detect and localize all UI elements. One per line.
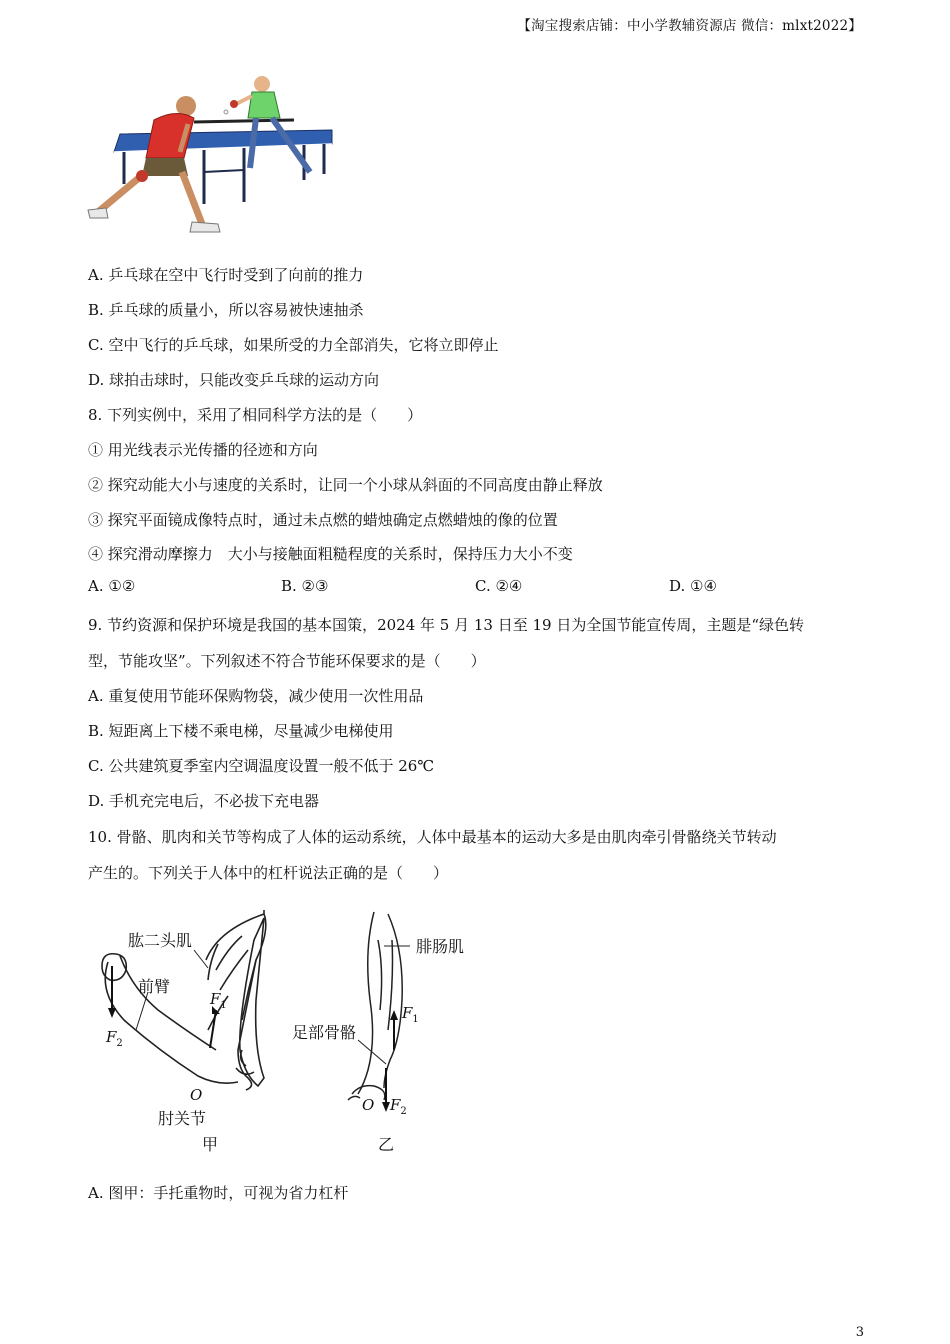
label-jia: 甲 (202, 1135, 219, 1154)
q7-option-b: B. 乒乓球的质量小，所以容易被快速抽杀 (88, 301, 364, 319)
q9-option-d: D. 手机充完电后，不必拔下充电器 (88, 792, 320, 810)
f1-arrow-yi (390, 1010, 398, 1050)
q7-option-a: A. 乒乓球在空中飞行时受到了向前的推力 (88, 266, 364, 284)
svg-text:F2 (389, 1096, 407, 1117)
label-biceps: 肱二头肌 (128, 931, 193, 950)
upper-arm-back (240, 918, 264, 1086)
q8-option-b: B. ②③ (281, 577, 329, 595)
label-f1-jia: F (210, 990, 221, 1008)
label-f2-jia: F (106, 1028, 117, 1046)
label-calf: 腓肠肌 (416, 937, 465, 956)
hand-ball (102, 954, 126, 981)
q8-stem: 8. 下列实例中，采用了相同科学方法的是（ ） (88, 406, 423, 424)
q10-stem-line1: 10. 骨骼、肌肉和关节等构成了人体的运动系统，人体中最基本的运动大多是由肌肉牵引骨骼绕关节转动 (88, 828, 777, 846)
svg-text:F2 (105, 1028, 123, 1049)
label-f1-yi: F (402, 1004, 413, 1022)
label-f2-sub-yi: 2 (400, 1106, 407, 1117)
svg-text:F1 (209, 990, 227, 1011)
q10-stem-line2: 产生的。下列关于人体中的杠杆说法正确的是（ ） (88, 864, 449, 882)
q9-stem-line2: 型，节能攻坚”。下列叙述不符合节能环保要求的是（ ） (88, 652, 486, 670)
label-f1-sub-yi: 1 (412, 1014, 419, 1025)
forearm-inner (120, 956, 216, 1050)
q7-option-d: D. 球拍击球时，只能改变乒乓球的运动方向 (88, 371, 380, 389)
table-tennis-illustration (84, 72, 336, 238)
label-forearm: 前臂 (138, 977, 171, 996)
q8-option-a: A. ①② (88, 577, 136, 595)
q7-option-c: C. 空中飞行的乒乓球，如果所受的力全部消失，它将立即停止 (88, 336, 499, 354)
q8-item-1: ① 用光线表示光传播的径迹和方向 (88, 441, 318, 459)
label-yi: 乙 (378, 1135, 395, 1154)
q8-item-2: ② 探究动能大小与速度的关系时，让同一个小球从斜面的不同高度由静止释放 (88, 476, 603, 494)
q9-option-b: B. 短距离上下楼不乘电梯，尽量减少电梯使用 (88, 722, 394, 740)
q10-option-a: A. 图甲：手托重物时，可视为省力杠杆 (88, 1184, 349, 1202)
calf-outline (358, 912, 374, 1094)
f2-arrow-jia (108, 966, 116, 1018)
q8-option-c: C. ②④ (475, 577, 523, 595)
label-foot: 足部骨骼 (292, 1023, 357, 1042)
label-f2-sub-jia: 2 (116, 1038, 123, 1049)
q9-option-c: C. 公共建筑夏季室内空调温度设置一般不低于 26℃ (88, 757, 435, 775)
page-number: 3 (855, 1325, 864, 1340)
q9-option-a: A. 重复使用节能环保购物袋，减少使用一次性用品 (88, 687, 424, 705)
label-f2-yi: F (390, 1096, 401, 1114)
svg-text:F1 (401, 1004, 419, 1025)
near-player (88, 96, 220, 232)
q10-figure (88, 900, 508, 1165)
q8-item-3: ③ 探究平面镜成像特点时，通过未点燃的蜡烛确定点燃蜡烛的像的位置 (88, 511, 558, 529)
q8-option-d: D. ①④ (669, 577, 717, 595)
page-header: 【淘宝搜索店铺：中小学教辅资源店 微信：mlxt2022】 (517, 18, 862, 34)
far-player (224, 76, 310, 172)
forearm-outline (105, 962, 238, 1083)
f1-arrow-jia (210, 1006, 220, 1048)
label-f1-sub-jia: 1 (220, 1000, 227, 1011)
table-net (194, 120, 294, 122)
label-o-jia: O (190, 1086, 203, 1104)
label-elbow: 肘关节 (158, 1109, 207, 1128)
q8-item-4: ④ 探究滑动摩擦力 大小与接触面粗糙程度的关系时，保持压力大小不变 (88, 545, 573, 563)
label-o-yi: O (362, 1096, 375, 1114)
q9-stem-line1: 9. 节约资源和保护环境是我国的基本国策，2024 年 5 月 13 日至 19 日为全国节能宣传周，主题是“绿色转 (88, 616, 805, 634)
